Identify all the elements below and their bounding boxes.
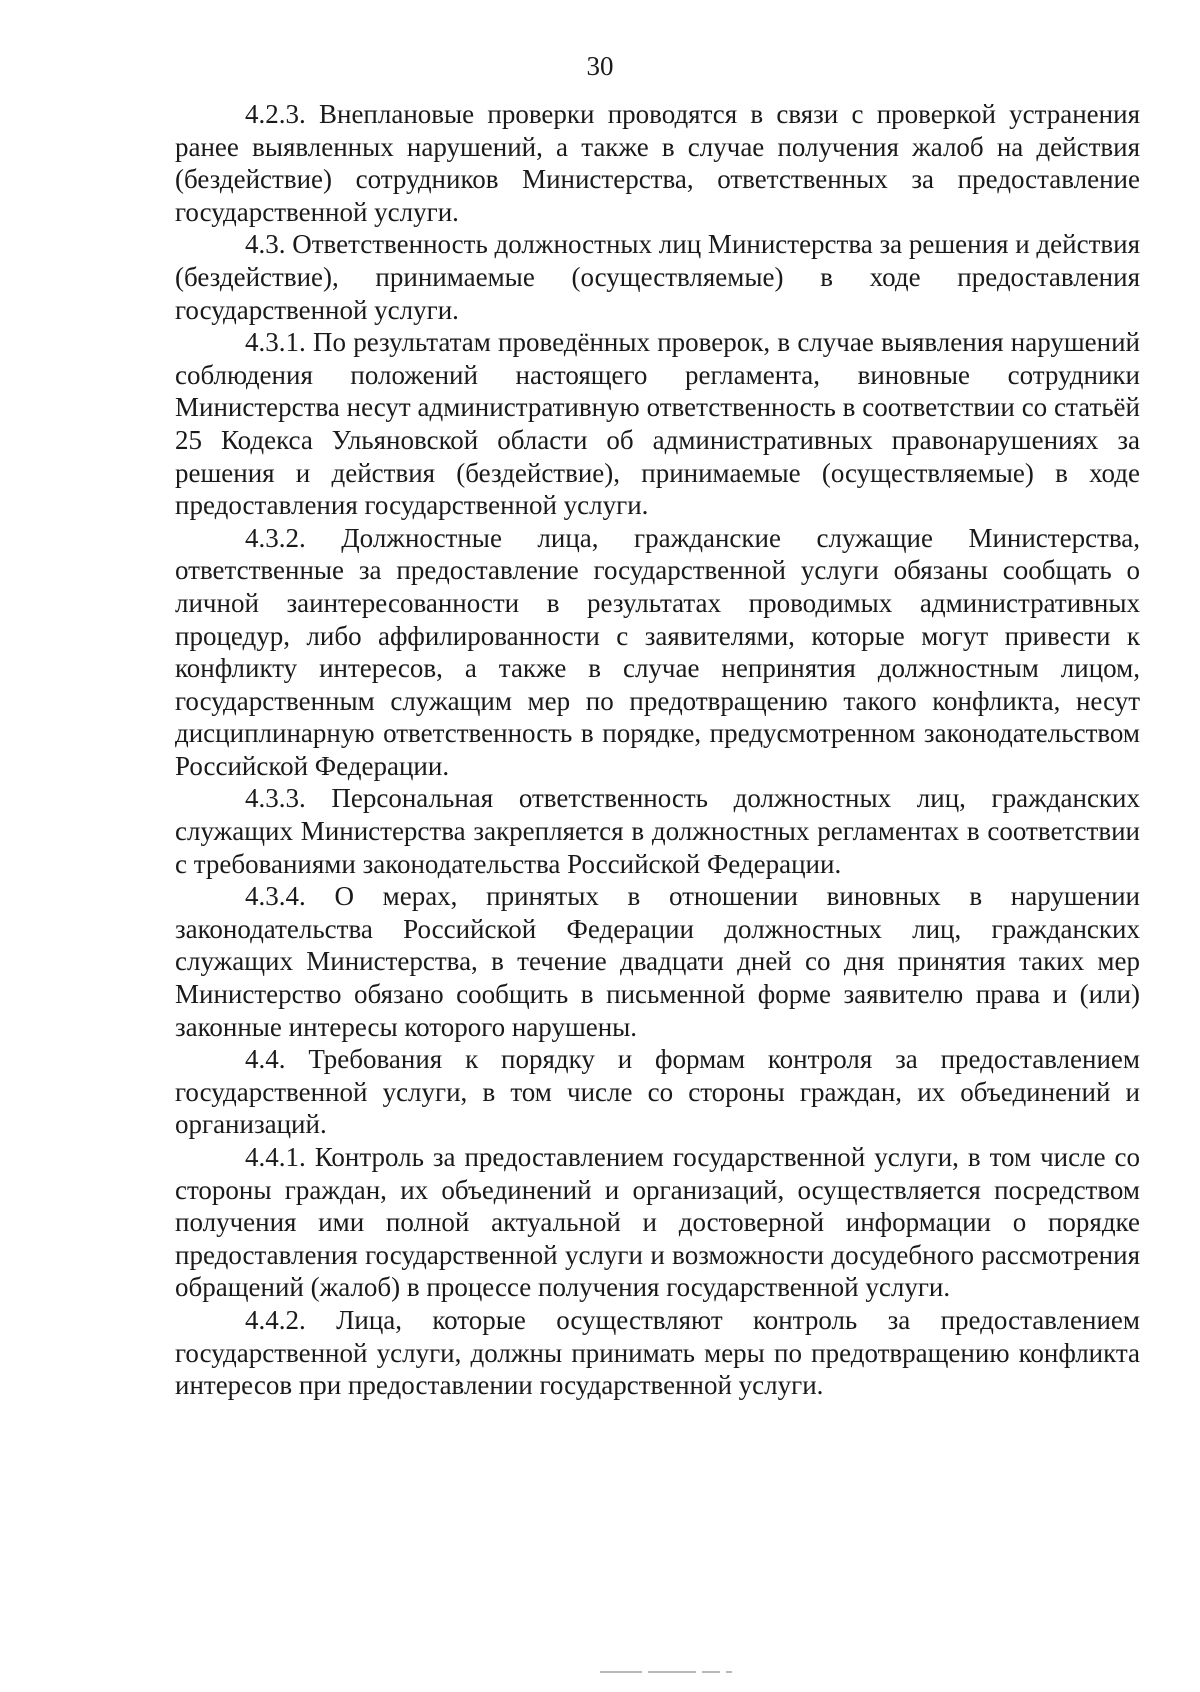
footer-scan-mark <box>600 1671 732 1673</box>
footer-mark-segment <box>726 1671 732 1673</box>
document-body <box>175 98 1140 1402</box>
paragraph-4-3-1: 4.3.1. По результатам проведённых проверок, в случае выявления нарушений соблюдения положений настоящего регламента, виновные сотрудники Министерства несут административную ответственность в соответствии со статьёй 25 Кодекса Ульяновской области об административных правонарушениях за решения и действия (бездействие), принимаемые (осуществляемые) в ходе предоставления государственной услуги. <box>175 327 1140 521</box>
footer-mark-segment <box>600 1671 642 1673</box>
paragraph-4-3-3: 4.3.3. Персональная ответственность должностных лиц, гражданских служащих Министерства закрепляется в должностных регламентах в соответствии с требованиями законодательства Российской Федерации. <box>175 783 1140 879</box>
paragraph-4-3: 4.3. Ответственность должностных лиц Министерства за решения и действия (бездействие), принимаемые (осуществляемые) в ходе предоставления государственной услуги. <box>175 229 1140 325</box>
paragraph-4-4-1: 4.4.1. Контроль за предоставлением государственной услуги, в том числе со стороны граждан, их объединений и организаций, осуществляется посредством получения ими полной актуальной и достоверной информации о порядке предоставления государственной услуги и возможности досудебного рассмотрения обращений (жалоб) в процессе получения государственной услуги. <box>175 1142 1140 1303</box>
page-number: 30 <box>586 51 614 81</box>
paragraph-4-3-4: 4.3.4. О мерах, принятых в отношении виновных в нарушении законодательства Российской Федерации должностных лиц, гражданских служащих Министерства, в течение двадцати дней со дня принятия таких мер Министерство обязано сообщить в письменной форме заявителю права и (или) законные интересы которого нарушены. <box>175 881 1140 1042</box>
paragraph-4-2-3: 4.2.3. Внеплановые проверки проводятся в связи с проверкой устранения ранее выявленных нарушений, а также в случае получения жалоб на действия (бездействие) сотрудников Министерства, ответственных за предоставление государственной услуги. <box>175 99 1140 227</box>
paragraph-4-4: 4.4. Требования к порядку и формам контроля за предоставлением государственной услуги, в том числе со стороны граждан, их объединений и организаций. <box>175 1044 1140 1140</box>
paragraph-4-4-2: 4.4.2. Лица, которые осуществляют контроль за предоставлением государственной услуги, должны принимать меры по предотвращению конфликта интересов при предоставлении государственной услуги. <box>175 1304 1140 1401</box>
footer-mark-segment <box>702 1671 720 1673</box>
footer-mark-segment <box>648 1671 696 1673</box>
paragraph-4-3-2: 4.3.2. Должностные лица, гражданские служащие Министерства, ответственные за предоставление государственной услуги обязаны сообщать о личной заинтересованности в результатах проводимых административных процедур, либо аффилированности с заявителями, которые могут привести к конфликту интересов, а также в случае непринятия должностным лицом, государственным служащим мер по предотвращению такого конфликта, несут дисциплинарную ответственность в порядке, предусмотренном законодательством Российской Федерации. <box>175 522 1140 781</box>
